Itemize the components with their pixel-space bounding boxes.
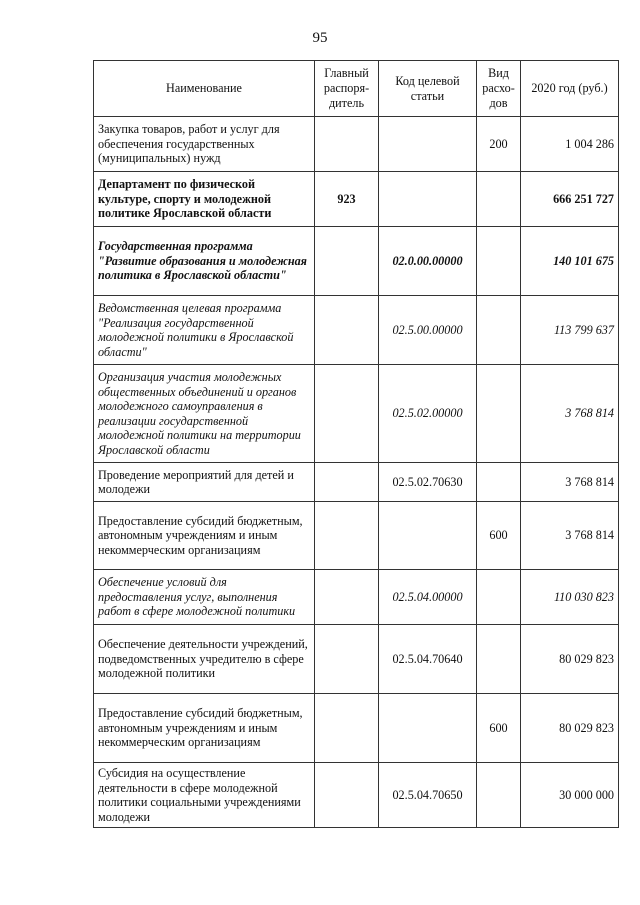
row-amount: 3 768 814: [521, 502, 619, 570]
row-type: [477, 365, 521, 463]
row-type: [477, 227, 521, 296]
row-name: Обеспечение деятельности учреждений, подведомственных учредителю в сфере молодежной политики: [94, 625, 315, 694]
row-type: [477, 296, 521, 365]
row-admin: [315, 694, 379, 763]
row-admin: [315, 365, 379, 463]
row-amount: 80 029 823: [521, 694, 619, 763]
row-type: 600: [477, 694, 521, 763]
row-amount: 3 768 814: [521, 365, 619, 463]
row-name: Обеспечение условий для предоставления услуг, выполнения работ в сфере молодежной политики: [94, 570, 315, 625]
row-name: Департамент по физической культуре, спорту и молодежной политике Ярославской области: [94, 172, 315, 227]
row-type: [477, 625, 521, 694]
table-row: [94, 463, 619, 502]
row-name: Ведомственная целевая программа "Реализация государственной молодежной политики в Ярославской области": [94, 296, 315, 365]
table-row: [94, 625, 619, 694]
row-name: Предоставление субсидий бюджетным, автономным учреждениям и иным некоммерческим организациям: [94, 502, 315, 570]
row-code: 02.5.04.70650: [379, 763, 477, 828]
row-amount: 1 004 286: [521, 117, 619, 172]
row-amount: 30 000 000: [521, 763, 619, 828]
row-name: Предоставление субсидий бюджетным, автономным учреждениям и иным некоммерческим организациям: [94, 694, 315, 763]
row-name: Проведение мероприятий для детей и молодежи: [94, 463, 315, 502]
row-admin: [315, 570, 379, 625]
row-amount: 3 768 814: [521, 463, 619, 502]
table-row: [94, 227, 619, 296]
row-admin: [315, 296, 379, 365]
table-row: [94, 365, 619, 463]
table-row: [94, 172, 619, 227]
row-code: 02.5.00.00000: [379, 296, 477, 365]
row-amount: 113 799 637: [521, 296, 619, 365]
row-code: 02.0.00.00000: [379, 227, 477, 296]
header-name: Наименование: [94, 61, 315, 117]
row-type: 600: [477, 502, 521, 570]
header-admin: Главный распоря-дитель: [315, 61, 379, 117]
row-amount: 666 251 727: [521, 172, 619, 227]
row-name: Организация участия молодежных общественных объединений и органов молодежного самоуправления в реализации государственной молодежной политики на территории Ярославской области: [94, 365, 315, 463]
row-type: [477, 763, 521, 828]
row-amount: 110 030 823: [521, 570, 619, 625]
row-admin: [315, 227, 379, 296]
row-admin: [315, 625, 379, 694]
row-code: 02.5.04.70640: [379, 625, 477, 694]
row-type: [477, 570, 521, 625]
row-name: Государственная программа "Развитие образования и молодежная политика в Ярославской области": [94, 227, 315, 296]
table-row: [94, 763, 619, 828]
table-row: [94, 502, 619, 570]
header-type: Вид расхо-дов: [477, 61, 521, 117]
budget-table: [93, 60, 619, 828]
header-code: Код целевой статьи: [379, 61, 477, 117]
row-type: 200: [477, 117, 521, 172]
row-name: Закупка товаров, работ и услуг для обеспечения государственных (муниципальных) нужд: [94, 117, 315, 172]
row-admin: [315, 763, 379, 828]
table-row: [94, 117, 619, 172]
row-admin: [315, 117, 379, 172]
table-header-row: [94, 61, 619, 117]
row-code: [379, 117, 477, 172]
row-type: [477, 463, 521, 502]
row-admin: [315, 502, 379, 570]
row-code: [379, 172, 477, 227]
table-row: [94, 694, 619, 763]
header-amount: 2020 год (руб.): [521, 61, 619, 117]
row-amount: 80 029 823: [521, 625, 619, 694]
row-admin: 923: [315, 172, 379, 227]
table-row: [94, 570, 619, 625]
row-code: 02.5.02.00000: [379, 365, 477, 463]
table-row: [94, 296, 619, 365]
row-code: 02.5.02.70630: [379, 463, 477, 502]
row-code: [379, 694, 477, 763]
page-number: 95: [312, 30, 328, 46]
row-amount: 140 101 675: [521, 227, 619, 296]
row-admin: [315, 463, 379, 502]
row-name: Субсидия на осуществление деятельности в сфере молодежной политики социальными учреждениями молодежи: [94, 763, 315, 828]
row-type: [477, 172, 521, 227]
row-code: [379, 502, 477, 570]
row-code: 02.5.04.00000: [379, 570, 477, 625]
